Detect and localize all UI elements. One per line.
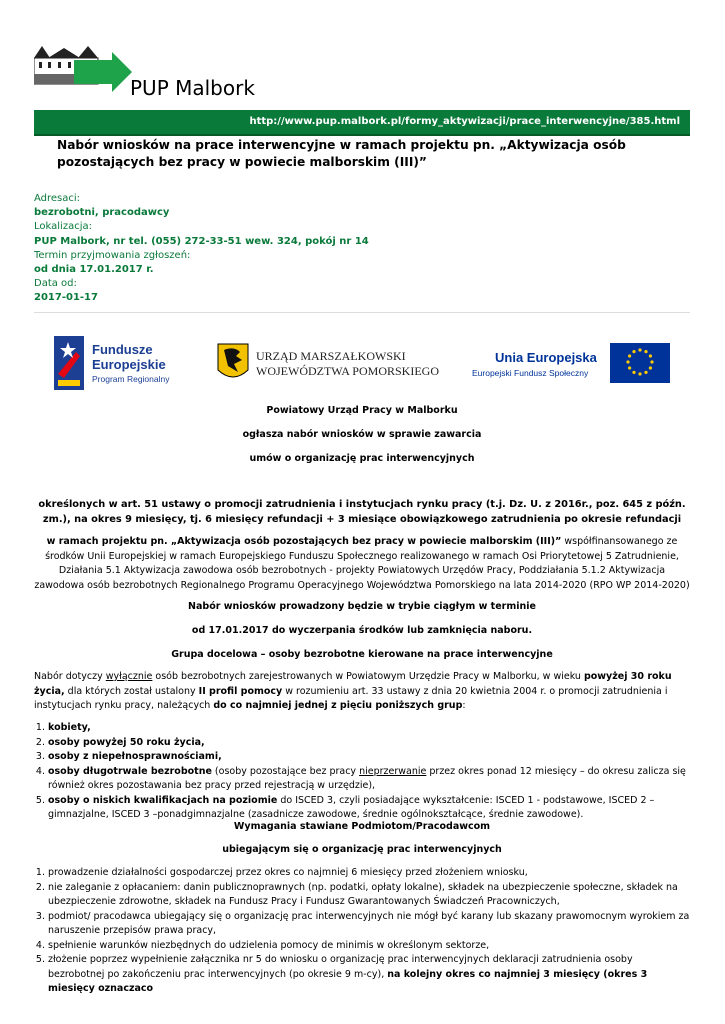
umw-line2: WOJEWÓDZTWA POMORSKIEGO [256, 364, 439, 378]
site-name: PUP Malbork [130, 76, 255, 100]
ue-line1: Unia Europejska [495, 350, 597, 365]
paragraph-legal-basis: określonych w art. 51 ustawy o promocji zatrudnienia i instytucjach rynku pracy (t.j. Dz. U. z 2016r., poz. 645 z późn. zm.), na okres 9 miesięcy, tj. 6 miesięcy refundacji + 3 miesiące obowiązkowego zatrudnienia po okresie refundacji [38, 499, 686, 525]
urzad-marszalkowski-logo [216, 342, 446, 384]
divider [34, 312, 690, 313]
data-od-value: 2017-01-17 [34, 292, 98, 304]
unia-europejska-logo [470, 342, 670, 384]
fe-star-icon [54, 336, 84, 390]
groups-list [34, 721, 690, 823]
fe-line1: Fundusze [92, 342, 153, 357]
termin-label: Termin przyjmowania zgłoszeń: [34, 249, 191, 261]
umw-line1: URZĄD MARSZAŁKOWSKI [256, 349, 406, 363]
grupa-docelowa: Grupa docelowa – osoby bezrobotne kierowane na prace interwencyjne [171, 649, 553, 660]
griffin-crest-icon [218, 344, 248, 377]
page-url[interactable]: http://www.pup.malbork.pl/formy_aktywizacji/prace_interwencyjne/385.html [249, 116, 680, 127]
ue-line2: Europejski Fundusz Społeczny [472, 368, 589, 378]
requirements-list [34, 866, 690, 997]
meta-info [34, 192, 369, 306]
paragraph-target-group: Nabór dotyczy wyłącznie osób bezrobotnych zarejestrowanych w Powiatowym Urzędzie Pracy w Malborku, w wieku powyżej 30 roku życia, dla których został ustalony II profil pomocy w rozumieniu art. 33 ustawy z dnia 20 kwietnia 2004 r. o promocji zatrudnienia i instytucjach rynku pracy, należących do co najmniej jednej z pięciu poniższych grup: [34, 671, 672, 711]
fundusze-europejskie-logo [54, 336, 189, 390]
list-item: 1. kobiety, [48, 721, 690, 736]
list-item: 4. osoby długotrwale bezrobotne (osoby pozostające bez pracy nieprzerwanie przez okres ponad 12 miesięcy – do okresu zalicza się również okres pozostawania bez pracy przed rejestracją w urzędzie), [48, 765, 690, 794]
fe-line2: Europejskie [92, 357, 166, 372]
url-bar [34, 110, 690, 136]
project-name: w ramach projektu pn. „Aktywizacja osób pozostających bez pracy w powiecie malborskim (III)” [46, 536, 562, 547]
list-item: 2. osoby powyżej 50 roku życia, [48, 736, 690, 751]
page-title: Nabór wniosków na prace interwencyjne w ramach projektu pn. „Aktywizacja osób pozostających bez pracy w powiecie malborskim (III)” [57, 138, 626, 169]
data-od-label: Data od: [34, 278, 77, 290]
heading-wymagania: Wymagania stawiane Podmiotom/Pracodawcom [233, 821, 491, 832]
fe-line3: Program Regionalny [92, 374, 170, 384]
list-item: 1. prowadzenie działalności gospodarczej przez okres co najmniej 6 miesięcy przed złożeniem wniosku, [48, 866, 690, 881]
list-item: 5. osoby o niskich kwalifikacjach na poziomie do ISCED 3, czyli posiadające wykształcenie: ISCED 1 - podstawowe, ISCED 2 – gimnazjalne, ISCED 3 –ponadgimnazjalne (zasadnicze zawodowe, średnie ogólnokształcące, średnie zawodowe). [48, 794, 690, 823]
list-item: 4. spełnienie warunków niezbędnych do udzielenia pomocy de minimis w określonym sektorze, [48, 939, 690, 954]
heading-ubiegajacym: ubiegającym się o organizację prac interwencyjnych [222, 844, 502, 855]
nabor-trybie: Nabór wniosków prowadzony będzie w trybie ciągłym w terminie [188, 601, 536, 612]
lokalizacja-label: Lokalizacja: [34, 221, 92, 233]
eu-flag-icon [610, 343, 670, 383]
paragraph-project [34, 535, 690, 593]
nabor-termin: od 17.01.2017 do wyczerpania środków lub zamknięcia naboru. [191, 625, 533, 636]
heading-pup: Powiatowy Urząd Pracy w Malborku [266, 405, 458, 416]
list-item: 3. osoby z niepełnosprawnościami, [48, 750, 690, 765]
list-item: 3. podmiot/ pracodawca ubiegający się o organizację prac interwencyjnych nie mógł być karany lub skazany prawomocnym wyrokiem za naruszenie przepisów prawa pracy, [48, 910, 690, 939]
lokalizacja-value: PUP Malbork, nr tel. (055) 272-33-51 wew. 324, pokój nr 14 [34, 235, 369, 247]
adresaci-label: Adresaci: [34, 193, 81, 204]
list-item: 5. złożenie poprzez wypełnienie załącznika nr 5 do wniosku o organizację prac interwencyjnych deklaracji zatrudnienia osoby bezrobotnej po zakończeniu prac interwencyjnych (po okresie 9 m-cy), na kolejny okres co najmniej 3 miesięcy (okres 3 miesięcy oznaczaco [48, 953, 690, 997]
heading-umow: umów o organizację prac interwencyjnych [249, 453, 475, 464]
list-item: 2. nie zaleganie z opłacaniem: danin publicznoprawnych (np. podatki, opłaty lokalne), składek na ubezpieczenie społeczne, składek na ubezpieczenie zdrowotne, składek na Fundusz Pracy i Fundusz Gwarantowanych Świadczeń Pracowniczych, [48, 881, 690, 910]
heading-oglasza: ogłasza nabór wniosków w sprawie zawarcia [242, 429, 482, 440]
project-description: współfinansowanego ze środków Unii Europejskiej w ramach Europejskiego Funduszu Społecznego realizowanego w ramach Osi Priorytetowej 5 Zatrudnienie, Działania 5.1 Aktywizacja zawodowa osób bezrobotnych - projekty Powiatowych Urzędów Pracy, Poddziałania 5.1.2 Aktywizacja zawodowa osób bezrobotnych Regionalnego Programu Operacyjnego Województwa Pomorskiego na lata 2014-2020 (RPO WP 2014-2020) [34, 536, 690, 591]
adresaci-value: bezrobotni, pracodawcy [34, 207, 170, 219]
termin-value: od dnia 17.01.2017 r. [34, 264, 154, 276]
